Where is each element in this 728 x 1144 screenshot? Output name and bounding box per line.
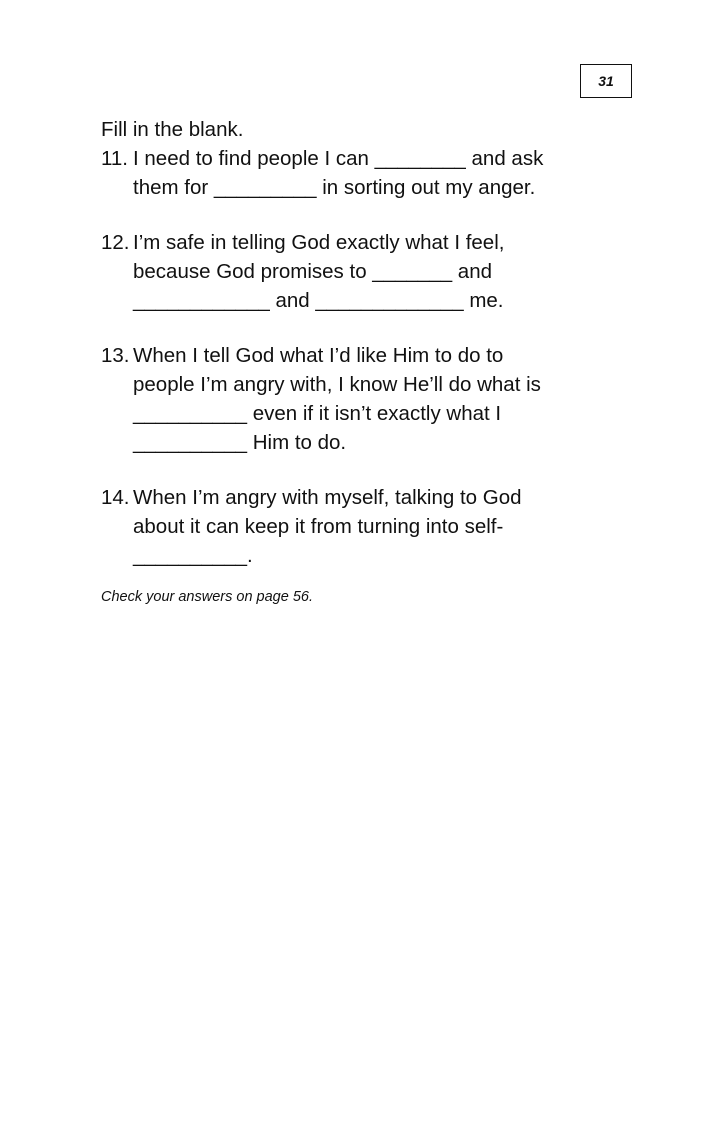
question-line: When I’m angry with myself, talking to God <box>133 486 522 509</box>
question-line: people I’m angry with, I know He’ll do what is <box>133 373 541 396</box>
question-line: When I tell God what I’d like Him to do to <box>133 344 504 367</box>
question-line: them for _________ in sorting out my anger. <box>133 176 536 199</box>
page-number-text: 31 <box>598 73 614 89</box>
question-line: I need to find people I can ________ and ask <box>133 147 544 170</box>
question-text <box>133 144 701 202</box>
question-number: 13. <box>101 344 130 367</box>
question-text <box>133 483 701 570</box>
page-number <box>580 64 632 98</box>
question-number: 12. <box>101 231 130 254</box>
question-text <box>133 228 701 315</box>
question-line: because God promises to _______ and <box>133 260 493 283</box>
answer-reference-note: Check your answers on page 56. <box>101 589 313 605</box>
question-13 <box>101 341 701 457</box>
exercise-content <box>101 115 701 596</box>
question-14 <box>101 483 701 570</box>
question-number: 14. <box>101 486 130 509</box>
question-line: ____________ and _____________ me. <box>133 289 504 312</box>
question-number: 11. <box>101 147 128 170</box>
question-12 <box>101 228 701 315</box>
question-line: __________ Him to do. <box>133 431 347 454</box>
instructions: Fill in the blank. <box>101 118 244 141</box>
question-11 <box>101 144 701 202</box>
question-line: __________ even if it isn’t exactly what I <box>133 402 502 425</box>
question-line: __________. <box>133 544 253 567</box>
question-line: about it can keep it from turning into self- <box>133 515 504 538</box>
question-text <box>133 341 701 457</box>
question-line: I’m safe in telling God exactly what I feel, <box>133 231 505 254</box>
